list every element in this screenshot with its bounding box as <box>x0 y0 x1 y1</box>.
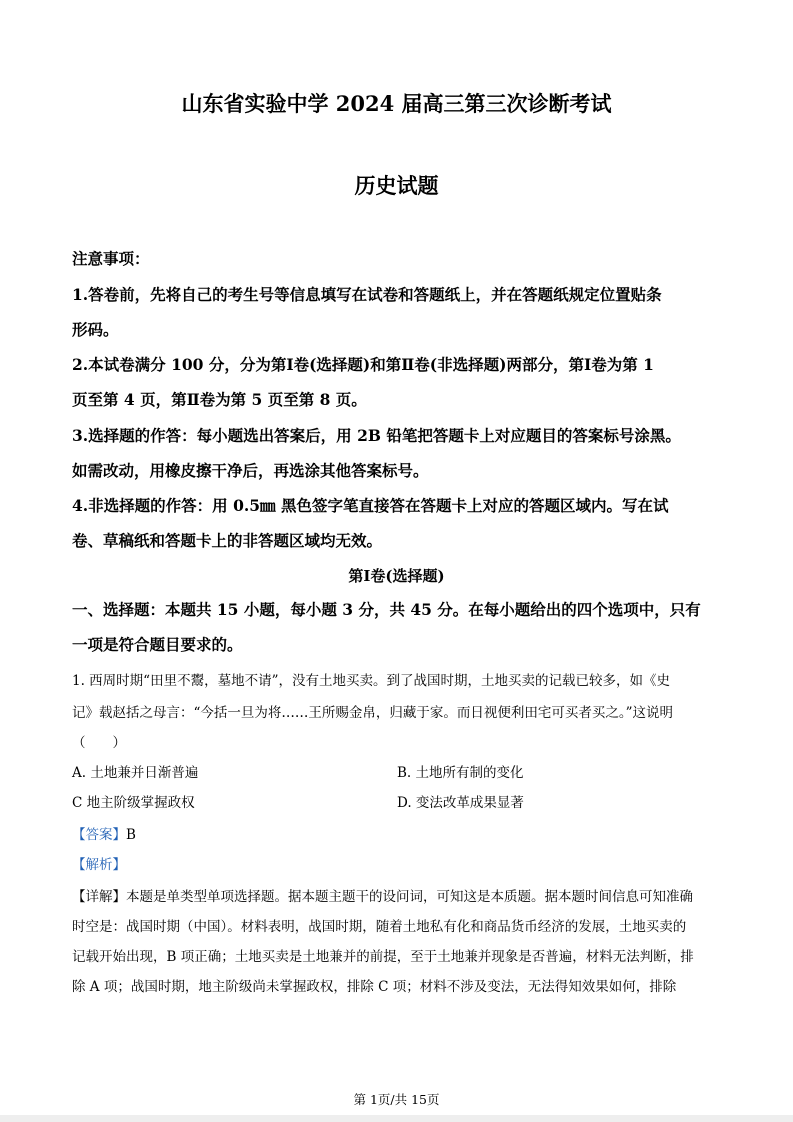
page-number: 第 1页/共 15页 <box>353 1092 440 1107</box>
analysis-line <box>72 853 126 873</box>
section-instruction: 一、选择题：本题共 15 小题，每小题 3 分，共 45 分。在每小题给出的四个选项中，只有 <box>72 600 701 619</box>
detail-line <box>72 885 693 905</box>
option-d: D. 变法改革成果显著 <box>397 795 524 811</box>
option-a: A. 土地兼并日渐普遍 <box>72 765 199 781</box>
detail-tag: 【详解】 <box>72 889 126 905</box>
exam-subtitle: 历史试题 <box>354 173 439 198</box>
question-stem: 1. 西周时期“田里不鬻，墓地不请”，没有土地买卖。到了战国时期，土地买卖的记载已较多，如《史 <box>72 673 670 689</box>
question-stem: （ ） <box>72 735 126 751</box>
notice-line: 4.非选择题的作答：用 0.5㎜ 黑色签字笔直接答在答题卡上对应的答题区域内。写在试 <box>72 496 669 515</box>
answer-value: B <box>126 827 136 843</box>
page-bottom-divider <box>0 1115 793 1122</box>
detail-line: 时空是：战国时期（中国）。材料表明，战国时期，随着土地私有化和商品货币经济的发展，土地买卖的 <box>72 919 687 935</box>
detail-line: 除 A 项；战国时期，地主阶级尚未掌握政权，排除 C 项；材料不涉及变法，无法得知效果如何，排除 <box>72 979 677 995</box>
detail-line: 记载开始出现，B 项正确；土地买卖是土地兼并的前提，至于土地兼并现象是否普遍，材料无法判断，排 <box>72 949 694 965</box>
analysis-tag: 【解析】 <box>72 857 126 873</box>
question-stem: 记》载赵括之母言：“今括一旦为将……王所赐金帛，归藏于家。而日视便利田宅可买者买之。”这说明 <box>72 705 674 721</box>
option-b: B. 土地所有制的变化 <box>397 765 524 781</box>
section-instruction: 一项是符合题目要求的。 <box>72 635 243 654</box>
notice-line: 如需改动，用橡皮擦干净后，再选涂其他答案标号。 <box>72 461 429 480</box>
detail-text: 本题是单类型单项选择题。据本题主题干的设问词，可知这是本质题。据本题时间信息可知准确 <box>126 889 693 905</box>
notice-line: 2.本试卷满分 100 分，分为第Ⅰ卷(选择题)和第Ⅱ卷(非选择题)两部分，第Ⅰ卷为第 1 <box>72 355 654 374</box>
notice-line: 3.选择题的作答：每小题选出答案后，用 2B 铅笔把答题卡上对应题目的答案标号涂黑。 <box>72 426 681 445</box>
notice-line: 1.答卷前，先将自己的考生号等信息填写在试卷和答题纸上，并在答题纸规定位置贴条 <box>72 285 662 304</box>
notice-line: 形码。 <box>72 320 119 339</box>
notice-line: 卷、草稿纸和答题卡上的非答题区域均无效。 <box>72 531 383 550</box>
notice-line: 页至第 4 页，第Ⅱ卷为第 5 页至第 8 页。 <box>72 390 367 409</box>
answer-line <box>72 823 136 843</box>
notice-heading: 注意事项： <box>72 249 150 268</box>
section-title: 第Ⅰ卷(选择题) <box>348 567 445 585</box>
option-c: C 地主阶级掌握政权 <box>72 795 195 811</box>
exam-title: 山东省实验中学 2024 届高三第三次诊断考试 <box>181 91 612 116</box>
answer-tag: 【答案】 <box>72 827 126 843</box>
